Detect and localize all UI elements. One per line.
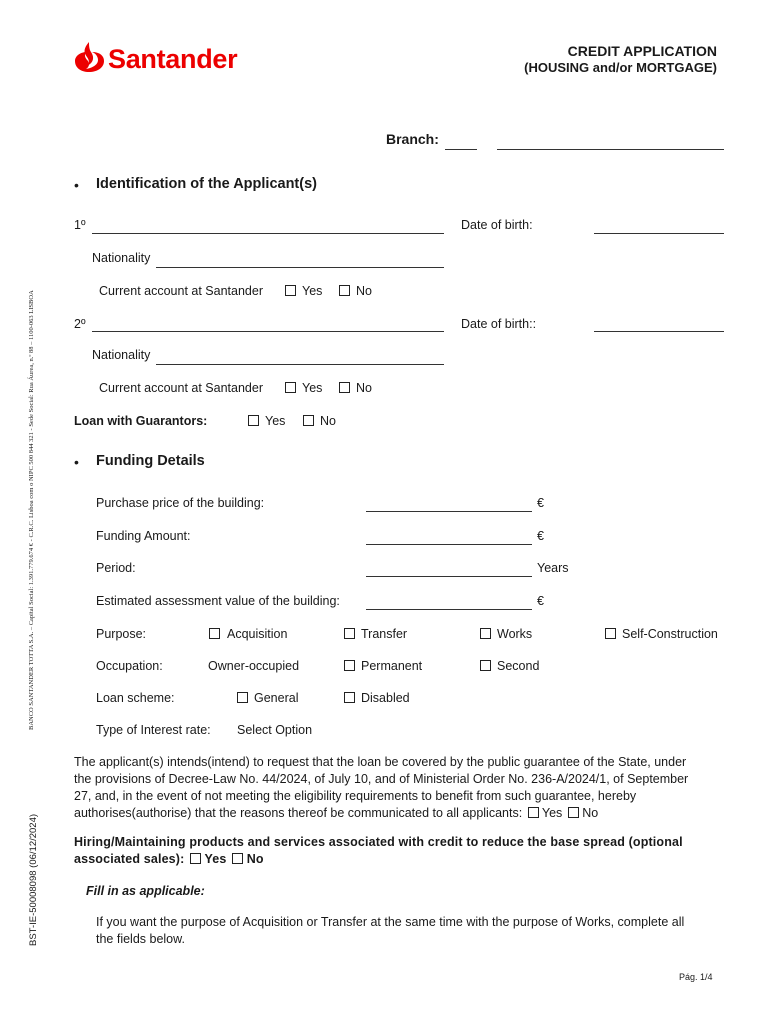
- applicant-2-account-yes-label: Yes: [302, 381, 323, 395]
- assessment-currency: €: [537, 594, 544, 608]
- funding-amount-label: Funding Amount:: [96, 529, 191, 543]
- company-info-side-text: BANCO SANTANDER TOTTA S.A. – Capital Social: 1.391.779.674 € - C.R.C. Lisboa com o NIPC 500 844 321 - Sede Social: Rua Áurea, n.º 88 – 1100-063 LISBOA: [28, 290, 35, 730]
- guarantee-yes-label: Yes: [541, 806, 563, 820]
- assessment-field[interactable]: [366, 609, 532, 610]
- hiring-paragraph: [74, 834, 724, 868]
- guarantee-line-2: the provisions of Decree-Law No. 44/2024, of July 10, and of Ministerial Order No. 236-A/2024/1, of September: [74, 772, 689, 786]
- funding-amount-field[interactable]: [366, 544, 532, 545]
- purpose-self-construction-checkbox[interactable]: [605, 628, 616, 639]
- guarantors-no-checkbox[interactable]: [303, 415, 314, 426]
- purpose-transfer-label: Transfer: [361, 627, 408, 641]
- purpose-works-label: Works: [497, 627, 533, 641]
- identification-heading: Identification of the Applicant(s): [96, 176, 317, 192]
- guarantee-paragraph: [74, 754, 724, 822]
- hiring-no-checkbox[interactable]: [232, 853, 243, 864]
- purpose-acquisition-label: Acquisition: [227, 627, 288, 641]
- guarantee-no-label: No: [582, 806, 599, 820]
- interest-rate-select[interactable]: Select Option: [237, 723, 313, 737]
- form-subtitle: (HOUSING and/or MORTGAGE): [524, 60, 717, 75]
- interest-rate-label: Type of Interest rate:: [96, 723, 211, 737]
- guarantee-no-checkbox[interactable]: [568, 807, 579, 818]
- assessment-label: Estimated assessment value of the building:: [96, 594, 340, 608]
- occupation-permanent-checkbox[interactable]: [344, 660, 355, 671]
- purpose-label: Purpose:: [96, 627, 147, 641]
- fill-in-line-2: the fields below.: [96, 932, 185, 946]
- applicant-1-account-no-checkbox[interactable]: [339, 285, 350, 296]
- applicant-2-dob-label: Date of birth::: [461, 317, 537, 331]
- purpose-self-construction-label: Self-Construction: [622, 627, 718, 641]
- purchase-price-label: Purchase price of the building:: [96, 496, 265, 510]
- applicant-1-account-no-label: No: [356, 284, 372, 298]
- hiring-yes-checkbox[interactable]: [190, 853, 201, 864]
- guarantee-line-3: 27, and, in the event of not meeting the eligibility requirements to benefit from such guarantee, hereby: [74, 789, 637, 803]
- hiring-line-2-text: associated sales):: [74, 852, 185, 866]
- branch-label: Branch:: [386, 131, 439, 147]
- funding-amount-currency: €: [537, 529, 544, 543]
- loan-scheme-general-checkbox[interactable]: [237, 692, 248, 703]
- bullet-icon: •: [74, 177, 79, 193]
- loan-scheme-general-label: General: [254, 691, 299, 705]
- applicant-2-dob-field[interactable]: [594, 331, 724, 332]
- period-label: Period:: [96, 561, 136, 575]
- applicant-2-account-yes-checkbox[interactable]: [285, 382, 296, 393]
- applicant-1-account-yes-checkbox[interactable]: [285, 285, 296, 296]
- form-title: CREDIT APPLICATION: [567, 43, 717, 59]
- guarantee-yes-checkbox[interactable]: [528, 807, 539, 818]
- purchase-price-currency: €: [537, 496, 544, 510]
- bullet-icon: •: [74, 454, 79, 470]
- applicant-1-nationality-label: Nationality: [92, 251, 151, 265]
- applicant-2-name-field[interactable]: [92, 331, 444, 332]
- guarantors-yes-label: Yes: [265, 414, 286, 428]
- applicant-2-account-no-label: No: [356, 381, 372, 395]
- applicant-2-account-label: Current account at Santander: [99, 381, 263, 395]
- period-years-label: Years: [537, 561, 569, 575]
- branch-name-field[interactable]: [497, 149, 724, 150]
- occupation-second-checkbox[interactable]: [480, 660, 491, 671]
- applicant-1-name-field[interactable]: [92, 233, 444, 234]
- guarantors-no-label: No: [320, 414, 336, 428]
- applicant-1-dob-label: Date of birth:: [461, 218, 533, 232]
- santander-logo-text: Santander: [108, 44, 238, 74]
- guarantee-line-4: [74, 805, 724, 822]
- document-code-side-text: BST-IE-50008098 (06/12/2024): [28, 813, 39, 946]
- occupation-value: Owner-occupied: [208, 659, 300, 673]
- fill-in-line-1: If you want the purpose of Acquisition or Transfer at the same time with the purpose of Works, complete all: [96, 915, 685, 929]
- applicant-1-label: 1º: [74, 218, 86, 232]
- guarantee-line-4-text: authorises(authorise) that the reasons thereof be communicated to all applicants:: [74, 806, 523, 820]
- purpose-transfer-checkbox[interactable]: [344, 628, 355, 639]
- funding-heading: Funding Details: [96, 453, 205, 469]
- applicant-2-nationality-field[interactable]: [156, 364, 444, 365]
- purchase-price-field[interactable]: [366, 511, 532, 512]
- applicant-2-account-no-checkbox[interactable]: [339, 382, 350, 393]
- occupation-label: Occupation:: [96, 659, 163, 673]
- fill-in-paragraph: [96, 914, 726, 948]
- occupation-permanent-label: Permanent: [361, 659, 423, 673]
- loan-scheme-disabled-label: Disabled: [361, 691, 410, 705]
- purpose-acquisition-checkbox[interactable]: [209, 628, 220, 639]
- purpose-works-checkbox[interactable]: [480, 628, 491, 639]
- santander-flame-icon: [72, 40, 106, 74]
- applicant-2-nationality-label: Nationality: [92, 348, 151, 362]
- occupation-second-label: Second: [497, 659, 540, 673]
- applicant-1-nationality-field[interactable]: [156, 267, 444, 268]
- page-number: Pág. 1/4: [679, 972, 713, 982]
- hiring-yes-label: Yes: [204, 852, 227, 866]
- hiring-line-1: Hiring/Maintaining products and services associated with credit to reduce the base spread (optional: [74, 835, 683, 849]
- loan-scheme-disabled-checkbox[interactable]: [344, 692, 355, 703]
- period-field[interactable]: [366, 576, 532, 577]
- applicant-1-account-yes-label: Yes: [302, 284, 323, 298]
- branch-code-field[interactable]: [445, 149, 477, 150]
- hiring-line-2: [74, 851, 724, 868]
- applicant-1-dob-field[interactable]: [594, 233, 724, 234]
- guarantors-label: Loan with Guarantors:: [74, 414, 208, 428]
- guarantors-yes-checkbox[interactable]: [248, 415, 259, 426]
- guarantee-line-1: The applicant(s) intends(intend) to request that the loan be covered by the public guarantee of the State, under: [74, 755, 687, 769]
- applicant-2-label: 2º: [74, 317, 86, 331]
- applicant-1-account-label: Current account at Santander: [99, 284, 263, 298]
- fill-in-label: Fill in as applicable:: [86, 884, 205, 898]
- loan-scheme-label: Loan scheme:: [96, 691, 175, 705]
- hiring-no-label: No: [246, 852, 264, 866]
